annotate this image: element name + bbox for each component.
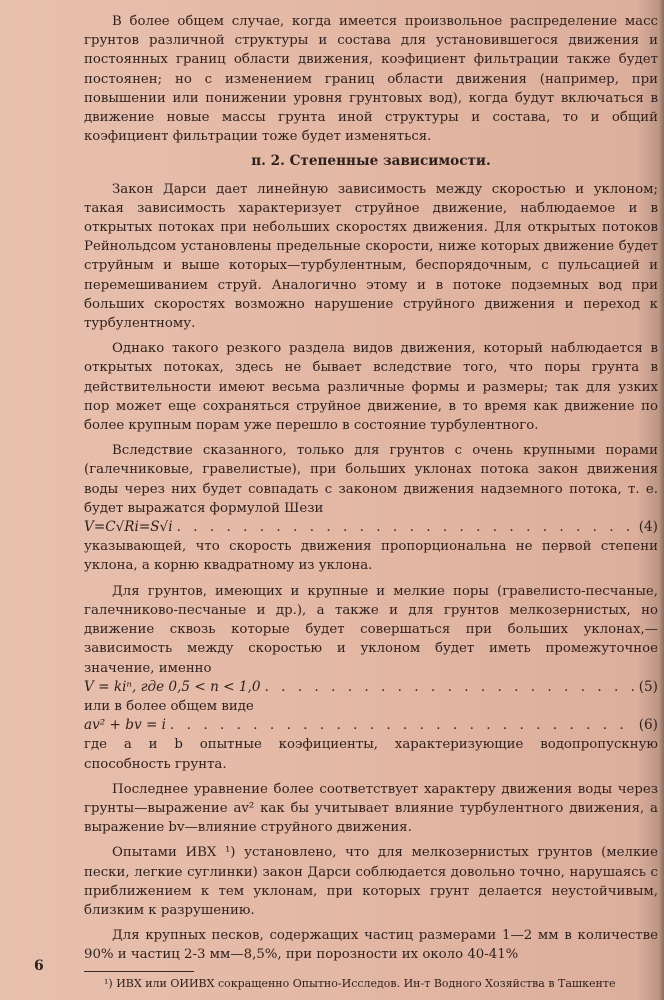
section-title: Степенные зависимости. (289, 153, 491, 170)
page-number: 6 (34, 958, 44, 974)
paragraph-experiments: Опытами ИВХ ¹) установлено, что для мелкозернистых грунтов (мелкие пески, легкие суглинки) закон Дарси соблюдается довольно точно, нарушаясь с приближением к тем уклонам, при которых грунт делается неустойчивым, близким к разрушению. (84, 845, 658, 918)
paragraph-darcy-law: Закон Дарси дает линейную зависимость между скоростью и уклоном; такая зависимость характеризует струйное движение, наблюдаемое и в открытых потоках при небольших скоростях движения. Для открытых потоков Рейнольдсом установлены предельные скорости, ниже которых движение будет струйным и выше которых—турбулентным, беспорядочным, с пульсацией и перемешиванием струй. Аналогично этому и в потоке подземных вод при больших скоростях возможно нарушение струйного движения и переход к турбулентному. (84, 181, 658, 332)
footnote-rule (84, 971, 194, 972)
paragraph-pores: Однако такого резкого раздела видов движения, который наблюдается в открытых потоках, здесь не бывает вследствие того, что поры грунта в действительности имеют весьма различные формы и размеры; так для узких пор может еще сохраняться струйное движение, в то время как движение по более крупным порам уже перешло в состояние турбулентного. (84, 341, 658, 434)
formula-6-expression: av² + bv = i (84, 717, 167, 734)
footnote: ¹) ИВХ или ОИИВХ сокращенно Опытно-Исследов. Ин-т Водного Хозяйства в Ташкенте (104, 976, 616, 990)
formula-6 (84, 716, 658, 735)
paragraph-last-equation: Последнее уравнение более соответствует характеру движения воды через грунты—выражение av² как бы учитывает влияние турбулентного движения, а выражение bv—влияние струйного движения. (84, 781, 658, 836)
paragraph-mixed-pores: Для грунтов, имеющих и крупные и мелкие поры (гравелисто-песчаные, галечниково-песчаные и др.), а также и для грунтов мелкозернистых, но движение сквозь которые будет совершаться при больших уклонах,—зависимость между скоростью и уклоном будет иметь промежуточное значение, именно (84, 583, 658, 676)
section-heading (84, 152, 658, 171)
paragraph-root-velocity: указывающей, что скорость движения пропорциональна не первой степени уклона, а корню квадратному из уклона. (84, 539, 658, 574)
section-number: п. 2. (251, 153, 285, 170)
paragraph-coefficients: где a и b опытные коэфициенты, характеризующие водопропускную способность грунта. (84, 737, 658, 772)
page-edge-shadow (658, 0, 664, 1000)
formula-5-number: (5) (638, 678, 658, 695)
formula-6-number: (6) (638, 717, 658, 734)
formula-4 (84, 518, 658, 537)
paragraph-chezy: Вследствие сказанного, только для грунтов с очень крупными порами (галечниковые, гравелистые), при больших уклонах потока закон движения воды через них будет совпадать с законом движения надземного потока, т. е. будет выражатся формулой Шези (84, 443, 658, 516)
formula-4-expression: V=C√Ri=S√i (84, 519, 173, 536)
formula-4-number: (4) (638, 519, 658, 536)
formula-5 (84, 678, 658, 697)
formula-5-expression: V = kiⁿ, где 0,5 < n < 1,0 (84, 678, 261, 695)
paragraph-general-case: В более общем случае, когда имеется произвольное распределение масс грунтов различной структуры и состава для установившегося движения и постоянных границ области движения, коэфициент фильтрации также будет постоянен; но с изменением границ области движения (например, при повышении или понижении уровня грунтовых вод), когда будут включаться в движение новые массы грунта иной структуры и состава, то и общий коэфициент фильтрации тоже будет изменяться. (84, 14, 658, 145)
paragraph-general-form: или в более общем виде (84, 698, 254, 714)
paragraph-coarse-sands: Для крупных песков, содержащих частиц размерами 1—2 мм в количестве 90% и частиц 2-3 мм—8,5%, при порозности их около 40-41% (84, 928, 658, 963)
